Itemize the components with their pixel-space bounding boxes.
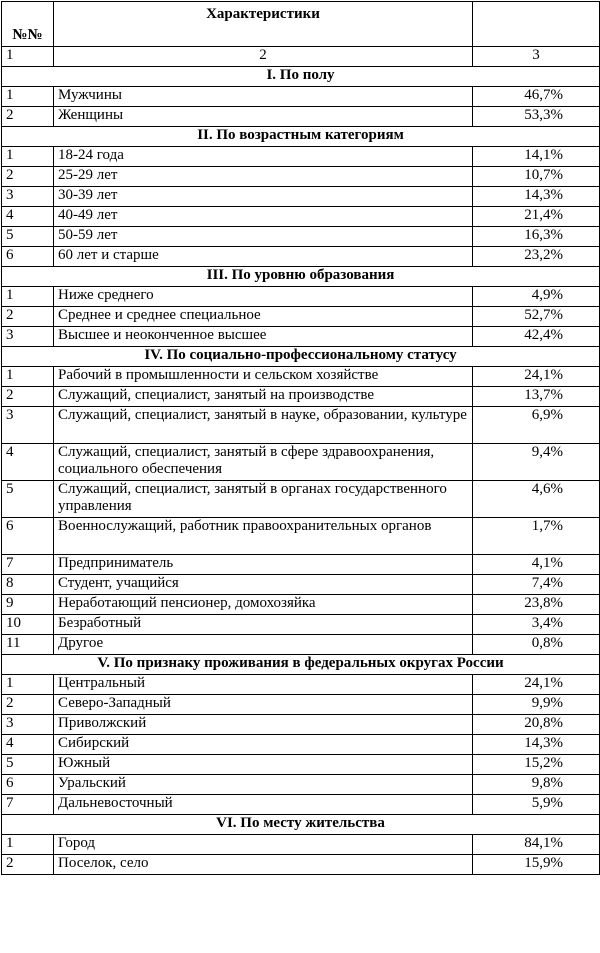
row-number: 2 — [2, 855, 54, 875]
row-number: 6 — [2, 775, 54, 795]
column-index-row — [2, 47, 600, 67]
row-value: 6,9% — [473, 407, 600, 444]
table-row — [2, 555, 600, 575]
row-label: Военнослужащий, работник правоохранительных органов — [54, 518, 473, 555]
row-value: 4,6% — [473, 481, 600, 518]
table-row — [2, 755, 600, 775]
row-number: 2 — [2, 307, 54, 327]
row-value: 1,7% — [473, 518, 600, 555]
row-number: 3 — [2, 187, 54, 207]
section-header-row — [2, 347, 600, 367]
row-label: Предприниматель — [54, 555, 473, 575]
row-number: 3 — [2, 715, 54, 735]
table-row — [2, 575, 600, 595]
table-row — [2, 227, 600, 247]
section-title: IV. По социально-профессиональному статусу — [2, 347, 600, 367]
row-label: Безработный — [54, 615, 473, 635]
row-label: 60 лет и старше — [54, 247, 473, 267]
row-value: 52,7% — [473, 307, 600, 327]
row-value: 13,7% — [473, 387, 600, 407]
row-value: 0,8% — [473, 635, 600, 655]
table-row — [2, 107, 600, 127]
section-header-row — [2, 815, 600, 835]
row-label: Студент, учащийся — [54, 575, 473, 595]
row-label: Северо-Западный — [54, 695, 473, 715]
table-row — [2, 735, 600, 755]
table-row — [2, 167, 600, 187]
row-value: 5,9% — [473, 795, 600, 815]
row-number: 10 — [2, 615, 54, 635]
table-row — [2, 367, 600, 387]
table-row — [2, 695, 600, 715]
table-row — [2, 675, 600, 695]
row-number: 2 — [2, 167, 54, 187]
section-title: I. По полу — [2, 67, 600, 87]
table-row — [2, 595, 600, 615]
row-value: 20,8% — [473, 715, 600, 735]
row-value: 42,4% — [473, 327, 600, 347]
section-title: VI. По месту жительства — [2, 815, 600, 835]
row-label: Дальневосточный — [54, 795, 473, 815]
row-label: Сибирский — [54, 735, 473, 755]
section-title: III. По уровню образования — [2, 267, 600, 287]
table-row — [2, 327, 600, 347]
row-number: 4 — [2, 735, 54, 755]
row-number: 1 — [2, 287, 54, 307]
row-value: 14,3% — [473, 735, 600, 755]
row-value: 24,1% — [473, 675, 600, 695]
row-number: 7 — [2, 795, 54, 815]
row-value: 46,7% — [473, 87, 600, 107]
row-value: 15,9% — [473, 855, 600, 875]
table-row — [2, 287, 600, 307]
row-label: Служащий, специалист, занятый в органах государственного управления — [54, 481, 473, 518]
row-value: 3,4% — [473, 615, 600, 635]
table-row — [2, 407, 600, 444]
row-number: 5 — [2, 755, 54, 775]
row-value: 84,1% — [473, 835, 600, 855]
section-header-row — [2, 127, 600, 147]
characteristics-table — [1, 1, 600, 875]
row-label: Другое — [54, 635, 473, 655]
row-label: Служащий, специалист, занятый в науке, образовании, культуре — [54, 407, 473, 444]
row-number: 1 — [2, 147, 54, 167]
row-label: Южный — [54, 755, 473, 775]
row-number: 1 — [2, 835, 54, 855]
row-value: 10,7% — [473, 167, 600, 187]
row-label: Город — [54, 835, 473, 855]
section-header-row — [2, 267, 600, 287]
table-row — [2, 855, 600, 875]
row-value: 4,1% — [473, 555, 600, 575]
row-label: Приволжский — [54, 715, 473, 735]
row-label: Уральский — [54, 775, 473, 795]
row-value: 7,4% — [473, 575, 600, 595]
table-row — [2, 715, 600, 735]
row-label: Поселок, село — [54, 855, 473, 875]
section-title: V. По признаку проживания в федеральных округах России — [2, 655, 600, 675]
header-value — [473, 2, 600, 47]
row-label: 50-59 лет — [54, 227, 473, 247]
row-label: Центральный — [54, 675, 473, 695]
row-number: 6 — [2, 518, 54, 555]
row-number: 9 — [2, 595, 54, 615]
row-number: 1 — [2, 675, 54, 695]
header-characteristic: Характеристики — [54, 2, 473, 47]
row-value: 23,2% — [473, 247, 600, 267]
row-value: 14,1% — [473, 147, 600, 167]
row-value: 9,8% — [473, 775, 600, 795]
row-number: 7 — [2, 555, 54, 575]
row-number: 2 — [2, 387, 54, 407]
table-row — [2, 147, 600, 167]
row-value: 21,4% — [473, 207, 600, 227]
row-number: 4 — [2, 207, 54, 227]
table-row — [2, 635, 600, 655]
row-number: 8 — [2, 575, 54, 595]
row-label: 18-24 года — [54, 147, 473, 167]
row-number: 3 — [2, 407, 54, 444]
table-row — [2, 795, 600, 815]
row-number: 5 — [2, 481, 54, 518]
section-header-row — [2, 67, 600, 87]
row-value: 15,2% — [473, 755, 600, 775]
row-label: Мужчины — [54, 87, 473, 107]
row-label: Служащий, специалист, занятый на производстве — [54, 387, 473, 407]
row-label: Женщины — [54, 107, 473, 127]
column-index-2: 2 — [54, 47, 473, 67]
table-row — [2, 387, 600, 407]
section-header-row — [2, 655, 600, 675]
row-label: 30-39 лет — [54, 187, 473, 207]
row-label: Служащий, специалист, занятый в сфере здравоохранения, социального обеспечения — [54, 444, 473, 481]
table-row — [2, 187, 600, 207]
row-number: 11 — [2, 635, 54, 655]
section-title: II. По возрастным категориям — [2, 127, 600, 147]
header-num: №№ — [2, 2, 54, 47]
row-value: 16,3% — [473, 227, 600, 247]
row-value: 24,1% — [473, 367, 600, 387]
row-number: 4 — [2, 444, 54, 481]
row-label: Среднее и среднее специальное — [54, 307, 473, 327]
row-number: 2 — [2, 695, 54, 715]
table-row — [2, 518, 600, 555]
row-number: 6 — [2, 247, 54, 267]
table-row — [2, 615, 600, 635]
header-row — [2, 2, 600, 47]
row-number: 5 — [2, 227, 54, 247]
table-row — [2, 207, 600, 227]
row-label: Неработающий пенсионер, домохозяйка — [54, 595, 473, 615]
table-row — [2, 307, 600, 327]
row-number: 3 — [2, 327, 54, 347]
row-value: 9,9% — [473, 695, 600, 715]
row-value: 14,3% — [473, 187, 600, 207]
row-number: 1 — [2, 87, 54, 107]
row-label: Ниже среднего — [54, 287, 473, 307]
table-row — [2, 481, 600, 518]
row-value: 53,3% — [473, 107, 600, 127]
row-value: 9,4% — [473, 444, 600, 481]
table-row — [2, 247, 600, 267]
table-row — [2, 775, 600, 795]
table-row — [2, 835, 600, 855]
column-index-1: 1 — [2, 47, 54, 67]
table-row — [2, 87, 600, 107]
column-index-3: 3 — [473, 47, 600, 67]
row-number: 2 — [2, 107, 54, 127]
row-number: 1 — [2, 367, 54, 387]
row-label: Высшее и неоконченное высшее — [54, 327, 473, 347]
row-value: 4,9% — [473, 287, 600, 307]
table-row — [2, 444, 600, 481]
row-label: 25-29 лет — [54, 167, 473, 187]
table-body — [2, 67, 600, 875]
row-label: 40-49 лет — [54, 207, 473, 227]
row-label: Рабочий в промышленности и сельском хозяйстве — [54, 367, 473, 387]
row-value: 23,8% — [473, 595, 600, 615]
